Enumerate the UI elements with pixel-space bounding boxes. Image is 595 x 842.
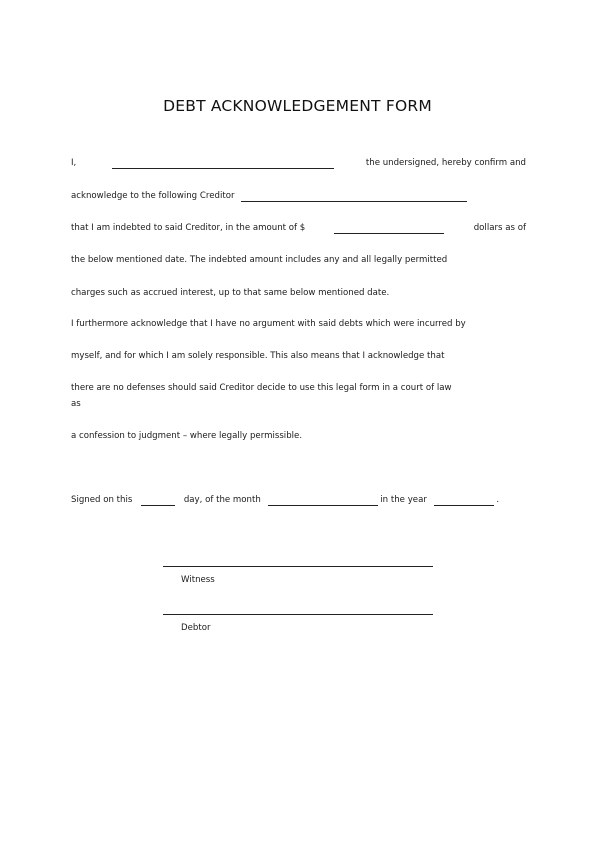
paragraph2-line4: a confession to judgment – where legally permissible. — [71, 431, 303, 441]
paragraph2-line3b: as — [71, 399, 81, 409]
paragraph1-line5: charges such as accrued interest, up to that same below mentioned date. — [71, 288, 390, 298]
text-dollars: dollars as of — [473, 223, 526, 233]
text-i: I, — [71, 158, 77, 168]
paragraph2-line1: I furthermore acknowledge that I have no argument with said debts which were incurred by — [71, 319, 466, 329]
creditor-blank[interactable] — [241, 192, 467, 202]
text-day-month: day, of the month — [183, 495, 261, 505]
debtor-signature-line[interactable] — [163, 614, 433, 615]
paragraph2-line2: myself, and for which I am solely responsible. This also means that I acknowledge that — [71, 351, 445, 361]
month-blank[interactable] — [268, 496, 378, 506]
paragraph1-line4: the below mentioned date. The indebted amount includes any and all legally permitted — [71, 255, 448, 265]
witness-label: Witness — [181, 575, 215, 585]
paragraph1-line1 — [71, 158, 526, 169]
form-title: DEBT ACKNOWLEDGEMENT FORM — [163, 97, 432, 115]
text-signed-on: Signed on this — [71, 495, 133, 505]
text-undersigned: the undersigned, hereby confirm and — [365, 158, 526, 168]
amount-blank[interactable] — [334, 224, 444, 234]
year-blank[interactable] — [434, 496, 494, 506]
signed-line — [71, 495, 526, 506]
paragraph1-line2 — [71, 191, 491, 202]
day-blank[interactable] — [141, 496, 175, 506]
name-blank[interactable] — [112, 159, 334, 169]
text-creditor: acknowledge to the following Creditor — [71, 191, 235, 201]
debtor-label: Debtor — [181, 623, 211, 633]
paragraph2-line3: there are no defenses should said Creditor decide to use this legal form in a court of law — [71, 383, 452, 393]
witness-signature-line[interactable] — [163, 566, 433, 567]
text-amount: that I am indebted to said Creditor, in the amount of $ — [71, 223, 306, 233]
text-period: . — [496, 495, 500, 505]
text-in-year: in the year — [380, 495, 427, 505]
paragraph1-line3 — [71, 223, 526, 234]
